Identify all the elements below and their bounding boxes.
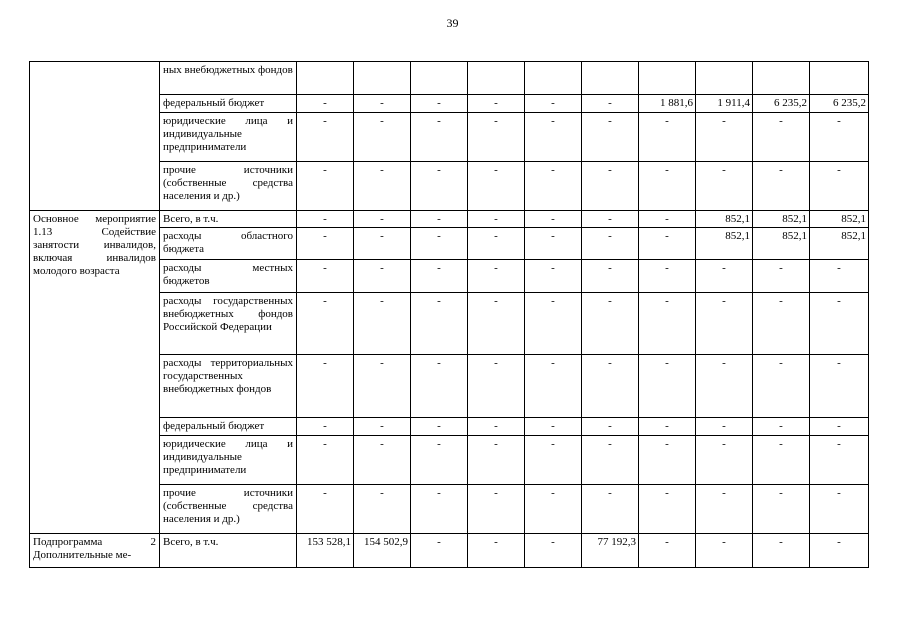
value-cell: - xyxy=(696,355,753,418)
value-cell: - xyxy=(468,485,525,534)
value-cell: - xyxy=(639,260,696,293)
funding-source-cell: федеральный бюджет xyxy=(160,95,297,113)
value-cell: - xyxy=(354,162,411,211)
value-cell: - xyxy=(810,162,869,211)
value-cell: 852,1 xyxy=(696,228,753,260)
value-cell: - xyxy=(468,228,525,260)
value-cell: - xyxy=(525,355,582,418)
value-cell: - xyxy=(696,293,753,355)
measure-cell: Основное мероприятие 1.13 Содействие занятости инвалидов, включая инвалидов молодого возраста xyxy=(30,211,160,534)
funding-source-cell: расходы территориальных государственных внебюджетных фондов xyxy=(160,355,297,418)
value-cell: - xyxy=(582,293,639,355)
value-cell: - xyxy=(582,485,639,534)
funding-source-cell: юридические лица и индивидуальные предприниматели xyxy=(160,436,297,485)
value-cell: - xyxy=(810,418,869,436)
value-cell: - xyxy=(525,211,582,228)
value-cell: - xyxy=(639,355,696,418)
value-cell xyxy=(639,62,696,95)
value-cell: - xyxy=(468,95,525,113)
value-cell: - xyxy=(411,534,468,568)
funding-source-cell: расходы областного бюджета xyxy=(160,228,297,260)
value-cell: - xyxy=(753,436,810,485)
value-cell: - xyxy=(525,113,582,162)
value-cell xyxy=(810,62,869,95)
value-cell: - xyxy=(354,260,411,293)
value-cell: - xyxy=(639,418,696,436)
value-cell: - xyxy=(753,260,810,293)
value-cell: - xyxy=(582,113,639,162)
value-cell: - xyxy=(582,162,639,211)
value-cell: - xyxy=(810,436,869,485)
value-cell: - xyxy=(525,293,582,355)
value-cell xyxy=(753,62,810,95)
value-cell xyxy=(582,62,639,95)
value-cell: 852,1 xyxy=(810,228,869,260)
value-cell: - xyxy=(411,293,468,355)
value-cell: - xyxy=(639,211,696,228)
value-cell: - xyxy=(810,534,869,568)
funding-source-cell: Всего, в т.ч. xyxy=(160,534,297,568)
value-cell: - xyxy=(411,355,468,418)
value-cell xyxy=(525,62,582,95)
value-cell: - xyxy=(810,293,869,355)
value-cell: - xyxy=(297,211,354,228)
value-cell: - xyxy=(696,162,753,211)
value-cell: - xyxy=(639,534,696,568)
value-cell: - xyxy=(696,113,753,162)
value-cell: - xyxy=(525,485,582,534)
value-cell: - xyxy=(525,95,582,113)
value-cell: - xyxy=(639,228,696,260)
value-cell: - xyxy=(411,113,468,162)
value-cell: 852,1 xyxy=(753,211,810,228)
value-cell: - xyxy=(297,95,354,113)
page-number: 39 xyxy=(446,16,459,30)
funding-source-cell: ных внебюджетных фондов xyxy=(160,62,297,95)
value-cell: - xyxy=(639,162,696,211)
value-cell: - xyxy=(753,534,810,568)
value-cell: - xyxy=(354,293,411,355)
value-cell xyxy=(468,62,525,95)
value-cell xyxy=(696,62,753,95)
value-cell: - xyxy=(582,436,639,485)
value-cell: - xyxy=(810,260,869,293)
value-cell: - xyxy=(354,436,411,485)
value-cell: - xyxy=(411,418,468,436)
value-cell: - xyxy=(411,211,468,228)
value-cell: - xyxy=(354,355,411,418)
value-cell: - xyxy=(582,228,639,260)
value-cell: - xyxy=(468,418,525,436)
funding-source-cell: юридические лица и индивидуальные предприниматели xyxy=(160,113,297,162)
value-cell: - xyxy=(696,436,753,485)
value-cell: - xyxy=(354,95,411,113)
value-cell: - xyxy=(525,260,582,293)
funding-source-cell: прочие источники (собственные средства населения и др.) xyxy=(160,162,297,211)
table-body xyxy=(30,62,869,568)
value-cell: - xyxy=(297,260,354,293)
table-row xyxy=(30,211,869,228)
value-cell: - xyxy=(582,260,639,293)
value-cell: - xyxy=(354,485,411,534)
subprogram-cell: Подпрограмма 2 Дополнительные ме- xyxy=(30,534,160,568)
value-cell: - xyxy=(468,355,525,418)
value-cell: - xyxy=(468,162,525,211)
value-cell: - xyxy=(297,228,354,260)
value-cell: - xyxy=(696,260,753,293)
value-cell: - xyxy=(810,355,869,418)
value-cell: - xyxy=(468,293,525,355)
value-cell: - xyxy=(468,534,525,568)
value-cell: - xyxy=(297,436,354,485)
value-cell: - xyxy=(696,534,753,568)
value-cell: 1 881,6 xyxy=(639,95,696,113)
value-cell: 6 235,2 xyxy=(753,95,810,113)
value-cell: - xyxy=(525,418,582,436)
value-cell: - xyxy=(468,260,525,293)
value-cell: - xyxy=(696,485,753,534)
value-cell: - xyxy=(639,113,696,162)
value-cell: - xyxy=(639,485,696,534)
value-cell: - xyxy=(639,293,696,355)
value-cell: - xyxy=(810,485,869,534)
value-cell: 852,1 xyxy=(696,211,753,228)
value-cell: - xyxy=(582,355,639,418)
value-cell: - xyxy=(411,95,468,113)
value-cell: - xyxy=(411,162,468,211)
value-cell: - xyxy=(354,113,411,162)
value-cell: 154 502,9 xyxy=(354,534,411,568)
value-cell: - xyxy=(297,485,354,534)
value-cell xyxy=(297,62,354,95)
value-cell: - xyxy=(354,418,411,436)
value-cell: - xyxy=(753,485,810,534)
value-cell: - xyxy=(696,418,753,436)
budget-table xyxy=(29,61,869,568)
value-cell: - xyxy=(810,113,869,162)
value-cell: 852,1 xyxy=(753,228,810,260)
value-cell: - xyxy=(297,355,354,418)
value-cell: - xyxy=(297,293,354,355)
value-cell: - xyxy=(753,293,810,355)
value-cell: - xyxy=(525,228,582,260)
funding-source-cell: федеральный бюджет xyxy=(160,418,297,436)
value-cell: - xyxy=(411,260,468,293)
value-cell: 6 235,2 xyxy=(810,95,869,113)
value-cell: - xyxy=(468,113,525,162)
funding-source-cell: Всего, в т.ч. xyxy=(160,211,297,228)
value-cell xyxy=(354,62,411,95)
value-cell: - xyxy=(297,113,354,162)
value-cell: - xyxy=(297,418,354,436)
value-cell: - xyxy=(354,228,411,260)
funding-source-cell: прочие источники (собственные средства населения и др.) xyxy=(160,485,297,534)
value-cell: - xyxy=(411,436,468,485)
value-cell: - xyxy=(468,211,525,228)
value-cell: 1 911,4 xyxy=(696,95,753,113)
funding-source-cell: расходы государственных внебюджетных фондов Российской Федерации xyxy=(160,293,297,355)
value-cell: - xyxy=(753,418,810,436)
value-cell xyxy=(411,62,468,95)
funding-source-cell: расходы местных бюджетов xyxy=(160,260,297,293)
value-cell: - xyxy=(582,211,639,228)
table-row xyxy=(30,534,869,568)
value-cell: - xyxy=(753,162,810,211)
value-cell: - xyxy=(468,436,525,485)
value-cell: 153 528,1 xyxy=(297,534,354,568)
value-cell: 852,1 xyxy=(810,211,869,228)
value-cell: - xyxy=(525,162,582,211)
value-cell: - xyxy=(297,162,354,211)
value-cell: - xyxy=(753,355,810,418)
value-cell: - xyxy=(411,228,468,260)
value-cell: - xyxy=(411,485,468,534)
table-row xyxy=(30,62,869,95)
value-cell: 77 192,3 xyxy=(582,534,639,568)
value-cell: - xyxy=(525,436,582,485)
value-cell: - xyxy=(753,113,810,162)
value-cell: - xyxy=(582,418,639,436)
value-cell: - xyxy=(525,534,582,568)
value-cell: - xyxy=(354,211,411,228)
value-cell: - xyxy=(582,95,639,113)
value-cell: - xyxy=(639,436,696,485)
measure-cell-continued xyxy=(30,62,160,211)
